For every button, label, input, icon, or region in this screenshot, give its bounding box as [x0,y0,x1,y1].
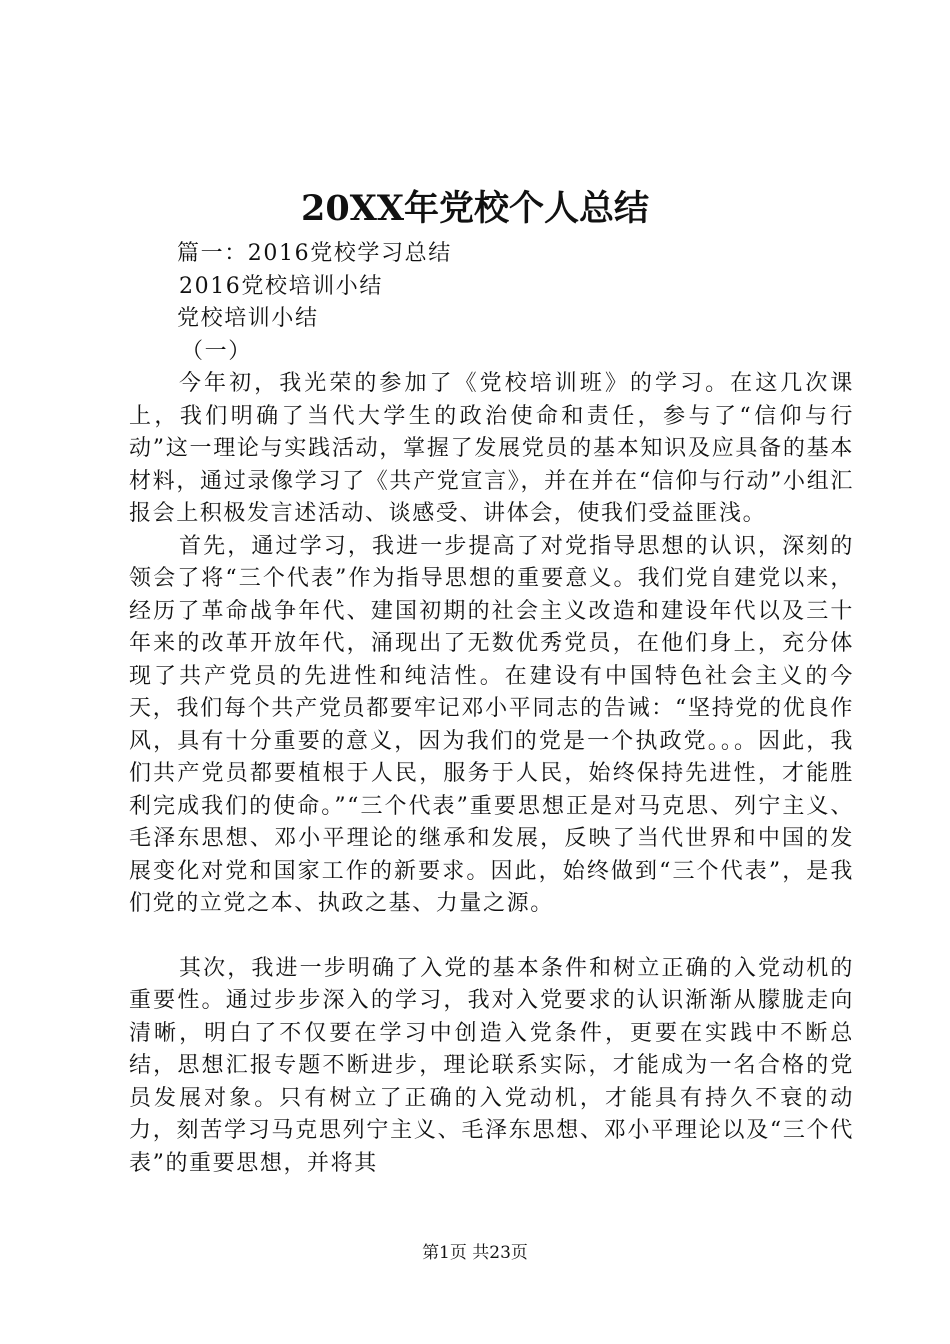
heading-subtitle: 2016党校培训小结 [179,273,383,299]
page-number: 第1页 共23页 [422,1243,528,1263]
heading-section: 党校培训小结 [177,306,319,331]
paragraph-second: 其次，我进一步明确了入党的基本条件和树立正确的入党动机的重要性。通过步步深入的学习，我对入党要求的认识渐渐从朦胧走向清晰，明白了不仅要在学习中创造入党条件，更要在实践中不断总结，思想汇报专题不断进步，理论联系实际，才能成为一名合格的党员发展对象。只有树立了正确的入党动机，才能具有持久不衰的动力，刻苦学习马克思列宁主义、毛泽东思想、邓小平理论以及“三个代表”的重要思想，并将其 [129,955,854,1176]
paragraph-spacer [129,921,854,953]
heading-chapter: 篇一：2016党校学习总结 [177,241,452,266]
document-body [129,238,854,1180]
document-title: 20XX年党校个人总结 [300,188,650,229]
paragraph-first: 首先，通过学习，我进一步提高了对党指导思想的认识，深刻的领会了将“三个代表”作为指导思想的重要意义。我们党自建党以来，经历了革命战争年代、建国初期的社会主义改造和建设年代以及三十年来的改革开放年代，涌现出了无数优秀党员，在他们身上，充分体现了共产党员的先进性和纯洁性。在建设有中国特色社会主义的今天，我们每个共产党员都要牢记邓小平同志的告诫：“坚持党的优良作风，具有十分重要的意义，因为我们的党是一个执政党。。。因此，我们共产党员都要植根于人民，服务于人民，始终保持先进性，才能胜利完成我们的使命。”“三个代表”重要思想正是对马克思、列宁主义、毛泽东思想、邓小平理论的继承和发展，反映了当代世界和中国的发展变化对党和国家工作的新要求。因此，始终做到“三个代表”，是我们党的立党之本、执政之基、力量之源。 [129,533,854,916]
paragraph-intro: 今年初，我光荣的参加了《党校培训班》的学习。在这几次课上，我们明确了当代大学生的政治使命和责任，参与了“信仰与行动”这一理论与实践活动，掌握了发展党员的基本知识及应具备的基本材料，通过录像学习了《共产党宣言》，并在并在“信仰与行动”小组汇报会上积极发言述活动、谈感受、讲体会，使我们受益匪浅。 [129,371,854,526]
heading-number: （一） [181,338,252,364]
